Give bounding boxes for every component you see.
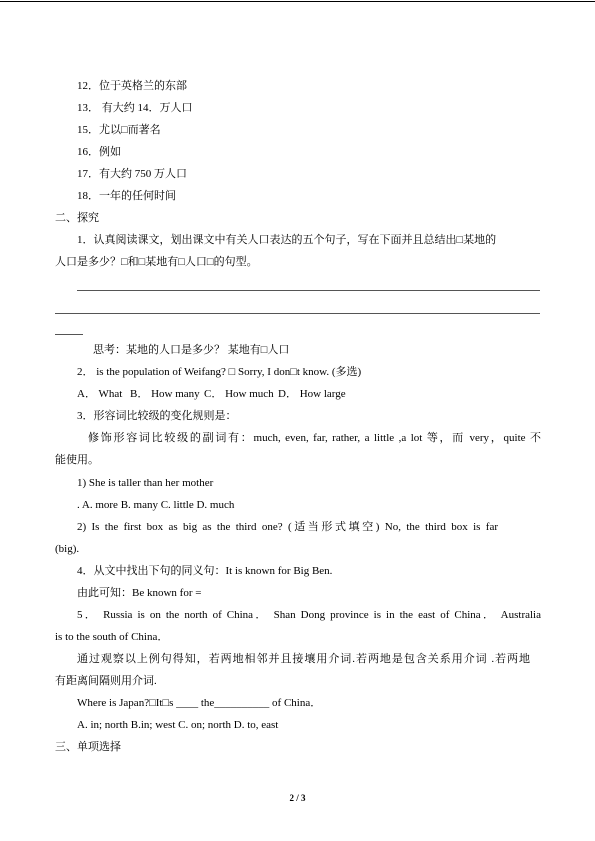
question-4-conclusion: 由此可知：Be known for = [77, 587, 202, 599]
item-12: 12．位于英格兰的东部 [77, 80, 187, 92]
option-d: D． How large [278, 388, 346, 400]
item-16: 16．例如 [77, 146, 121, 158]
question-2-options [77, 388, 346, 401]
question-3-example-2-line-2: (big). [55, 543, 80, 555]
think-prompt: 思考：某地的人口是多少？ 某地有□人口 [93, 344, 290, 356]
page-number: 2 / 3 [289, 793, 306, 803]
question-3-paragraph-2: 能使用。 [55, 454, 99, 466]
question-3-example-2-line-1: 2) Is the first box as big as the third one? (适当形式填空) No, the third box is far [77, 521, 498, 533]
item-18: 18．一年的任何时间 [77, 190, 176, 202]
answer-line-1 [77, 290, 540, 291]
question-3-example-1-options: . A. more B. many C. little D. much [77, 499, 235, 511]
question-5-note-2: 有距离间隔则用介词. [55, 675, 157, 687]
item-15: 15．尤以□而著名 [77, 124, 161, 136]
question-4: 4．从文中找出下句的同义句：It is known for Big Ben. [77, 565, 333, 577]
answer-line-2 [55, 313, 540, 314]
item-17: 17．有大约 750 万人口 [77, 168, 187, 180]
page-top-border [0, 1, 595, 2]
question-5-question: Where is Japan?□It□s ____ the__________ of China． [77, 697, 322, 709]
section-2-heading: 二、探究 [55, 212, 99, 224]
question-5-note-1: 通过观察以上例句得知，若两地相邻并且接壤用介词.若两地是包含关系用介词 .若两地 [77, 653, 530, 665]
question-3-paragraph-1: 修饰形容词比较级的副词有：much, even, far, rather, a little ,a lot 等，而 very，quite 不 [88, 432, 541, 444]
question-1-line-2: 人口是多少？□和□某地有□人口□的句型。 [55, 256, 258, 268]
question-2: 2． is the population of Weifang? □ Sorry, I don□t know. (多选) [77, 366, 362, 378]
item-13: 13． 有大约 14．万人口 [77, 102, 193, 114]
option-c: C． How much [204, 388, 274, 400]
question-3-example-1: 1) She is taller than her mother [77, 477, 214, 489]
option-b: B． How many [130, 388, 200, 400]
question-5-line-1: 5． Russia is on the north of China． Shan Dong province is in the east of China． Australia [77, 609, 541, 621]
question-1-line-1: 1．认真阅读课文，划出课文中有关人口表达的五个句子，写在下面并且总结出□某地的 [77, 234, 497, 246]
option-a: A． What [77, 388, 123, 400]
question-3: 3．形容词比较级的变化规则是： [77, 410, 237, 422]
question-5-line-2: is to the south of China． [55, 631, 169, 643]
section-3-heading: 三、单项选择 [55, 741, 121, 753]
question-5-options: A. in; north B.in; west C. on; north D. to, east [77, 719, 279, 731]
answer-line-3 [55, 334, 83, 335]
